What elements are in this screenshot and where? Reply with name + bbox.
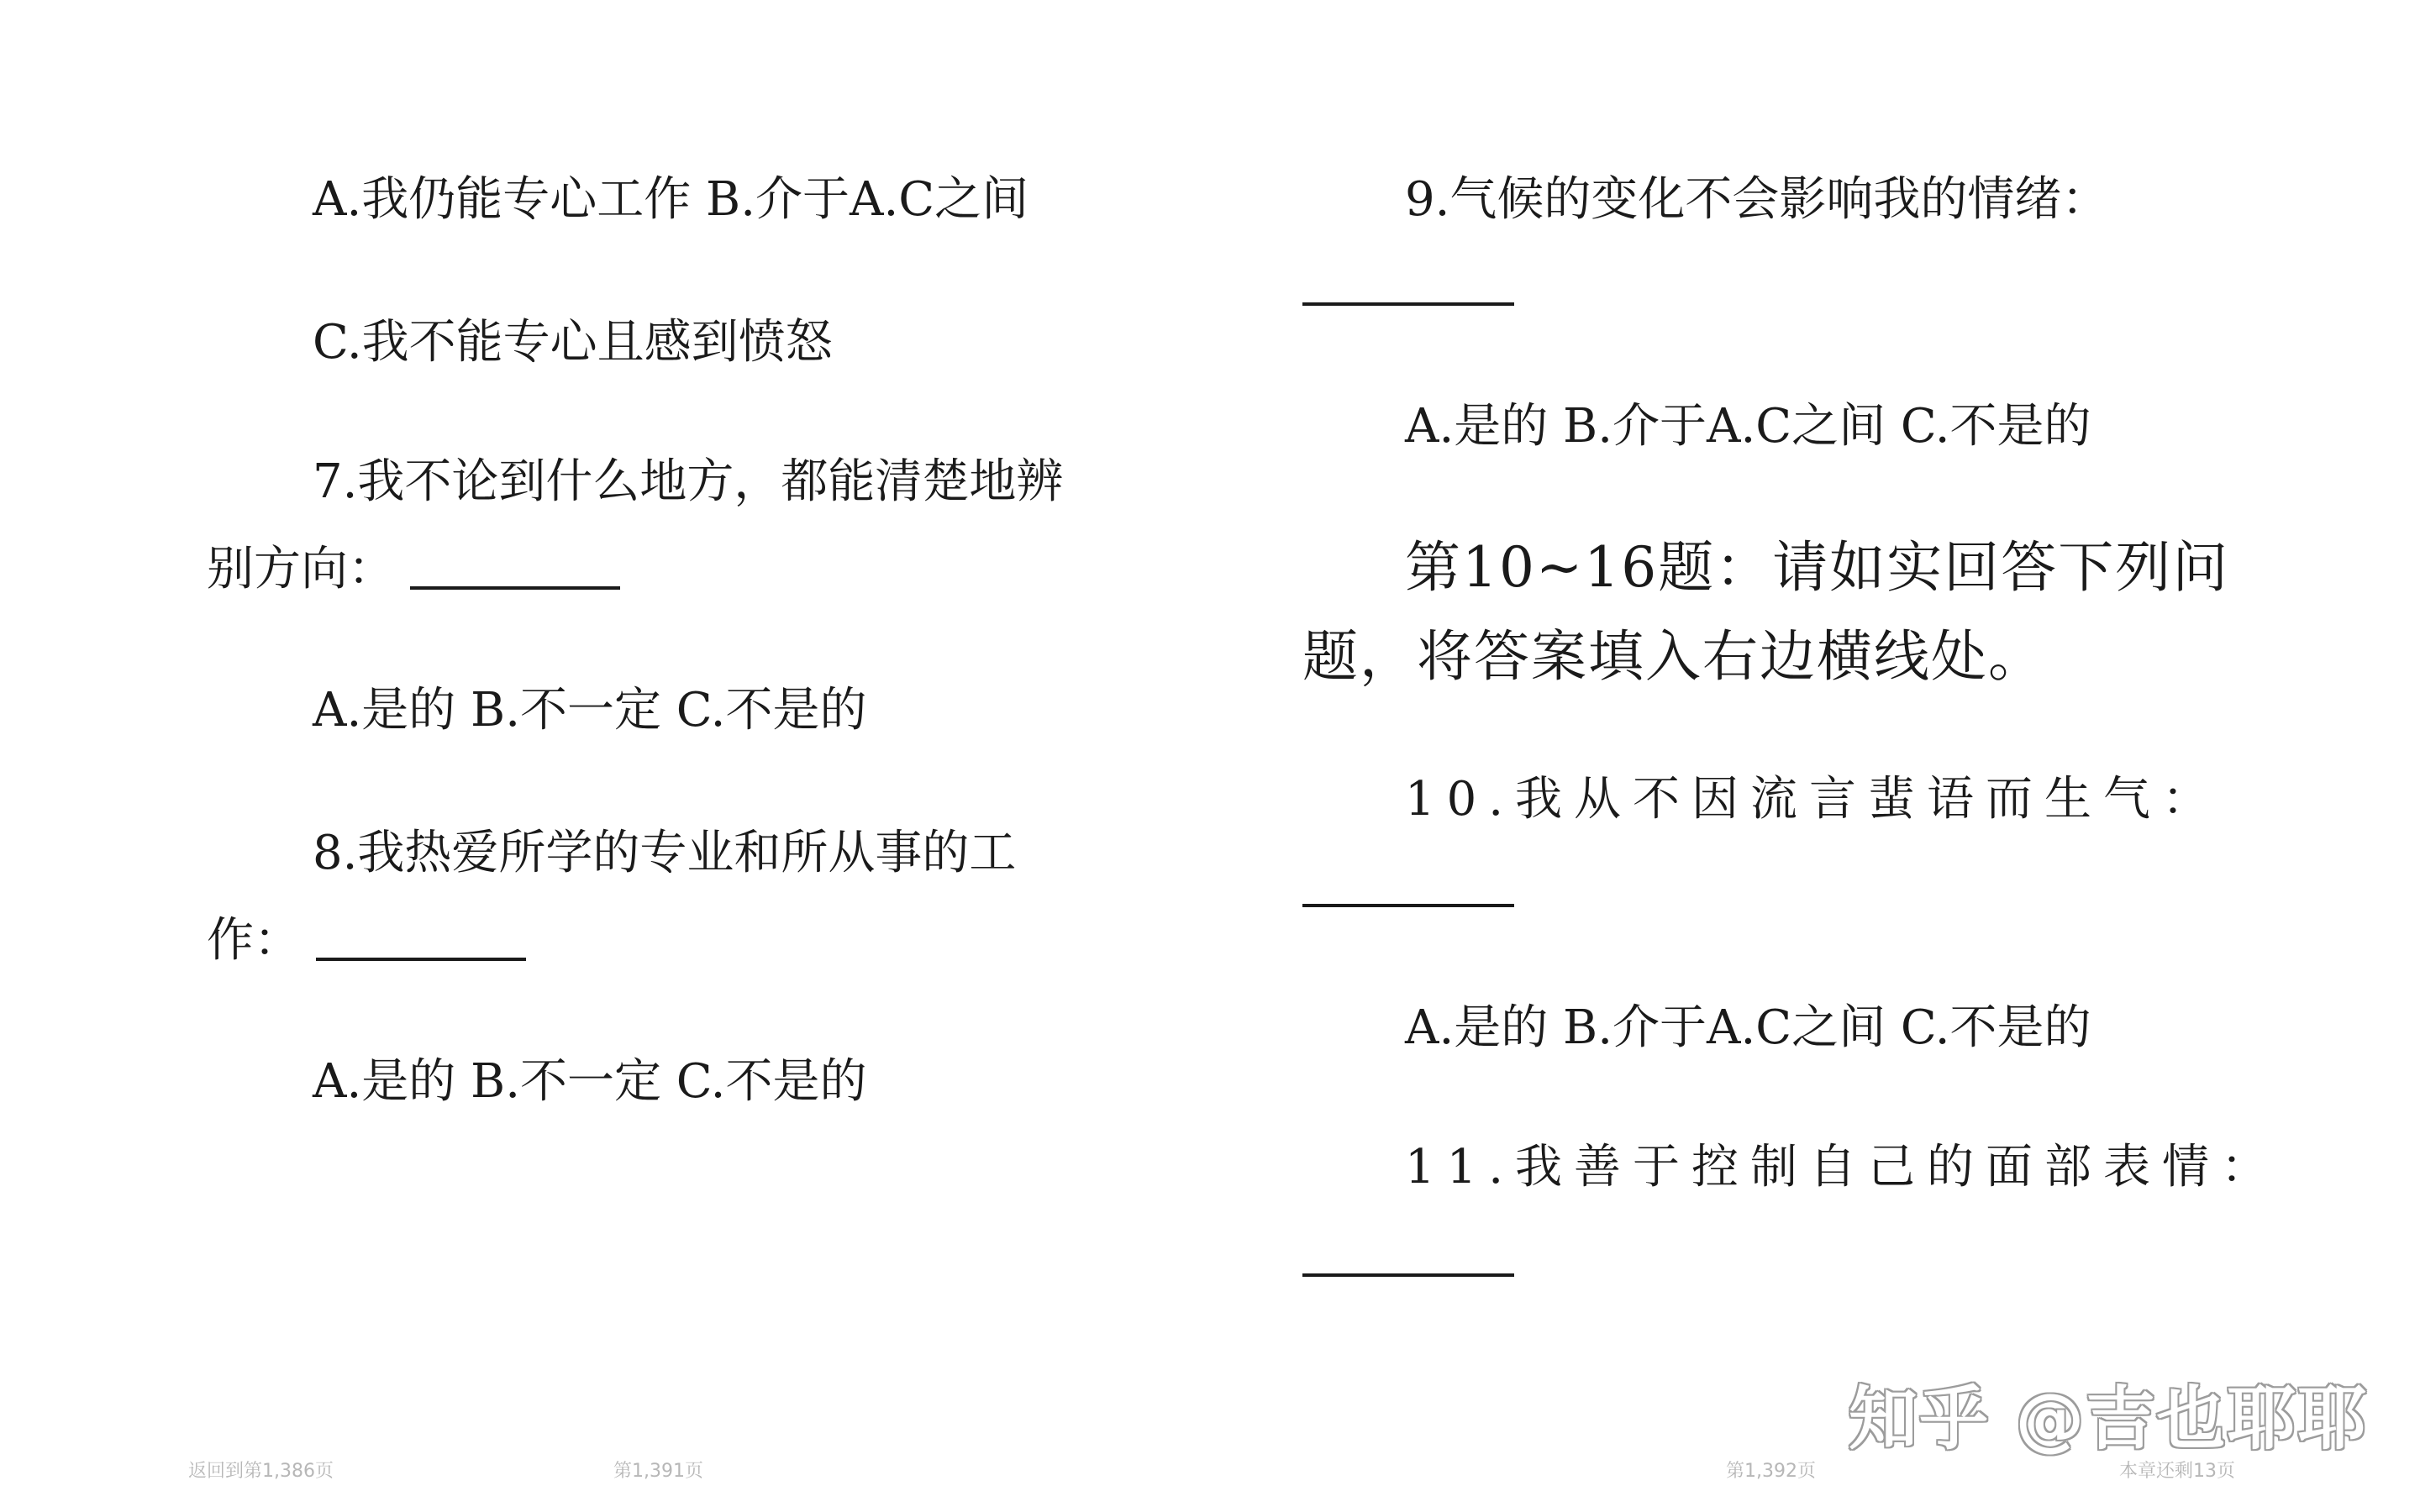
answer-blank <box>410 586 620 590</box>
right-page <box>1210 0 2420 1512</box>
right-page-number: 第1,392页 <box>1726 1461 1816 1482</box>
answer-blank <box>316 958 526 961</box>
question-8-text: 作： <box>207 913 301 968</box>
question-8-options: A.是的 B.不一定 C.不是的 <box>313 1054 867 1109</box>
option-line: A.我仍能专心工作 B.介于A.C之间 <box>313 172 1029 227</box>
question-9-options: A.是的 B.介于A.C之间 C.不是的 <box>1405 399 2091 454</box>
question-8-line-1: 8.我热爱所学的专业和所从事的工 <box>313 826 1017 880</box>
answer-blank <box>1302 1273 1514 1277</box>
question-7-line-1: 7.我不论到什么地方，都能清楚地辨 <box>313 454 1064 509</box>
zhihu-watermark: 知乎 @吉也耶耶 <box>1849 1379 2369 1459</box>
section-heading-line-2: 题，将答案填入右边横线处。 <box>1302 624 2045 689</box>
question-9-text: 9.气候的变化不会影响我的情绪： <box>1405 172 2109 227</box>
question-8-line-2 <box>207 911 526 971</box>
section-heading-line-1: 第10~16题：请如实回答下列问 <box>1405 535 2230 600</box>
question-11-text: 11.我善于控制自己的面部表情： <box>1405 1140 2281 1194</box>
answer-blank <box>1302 904 1514 907</box>
question-10-text: 10.我从不因流言蜚语而生气： <box>1405 772 2222 827</box>
question-7-text: 别方向： <box>207 542 395 596</box>
chapter-remaining: 本章还剩13页 <box>2119 1461 2235 1482</box>
question-10-options: A.是的 B.介于A.C之间 C.不是的 <box>1405 1000 2091 1055</box>
question-7-line-2 <box>207 539 620 600</box>
option-line: C.我不能专心且感到愤怒 <box>313 315 833 370</box>
question-7-options: A.是的 B.不一定 C.不是的 <box>313 683 867 738</box>
answer-blank <box>1302 302 1514 306</box>
back-to-page-link[interactable]: 返回到第1,386页 <box>188 1461 334 1482</box>
left-page-number: 第1,391页 <box>613 1461 703 1482</box>
